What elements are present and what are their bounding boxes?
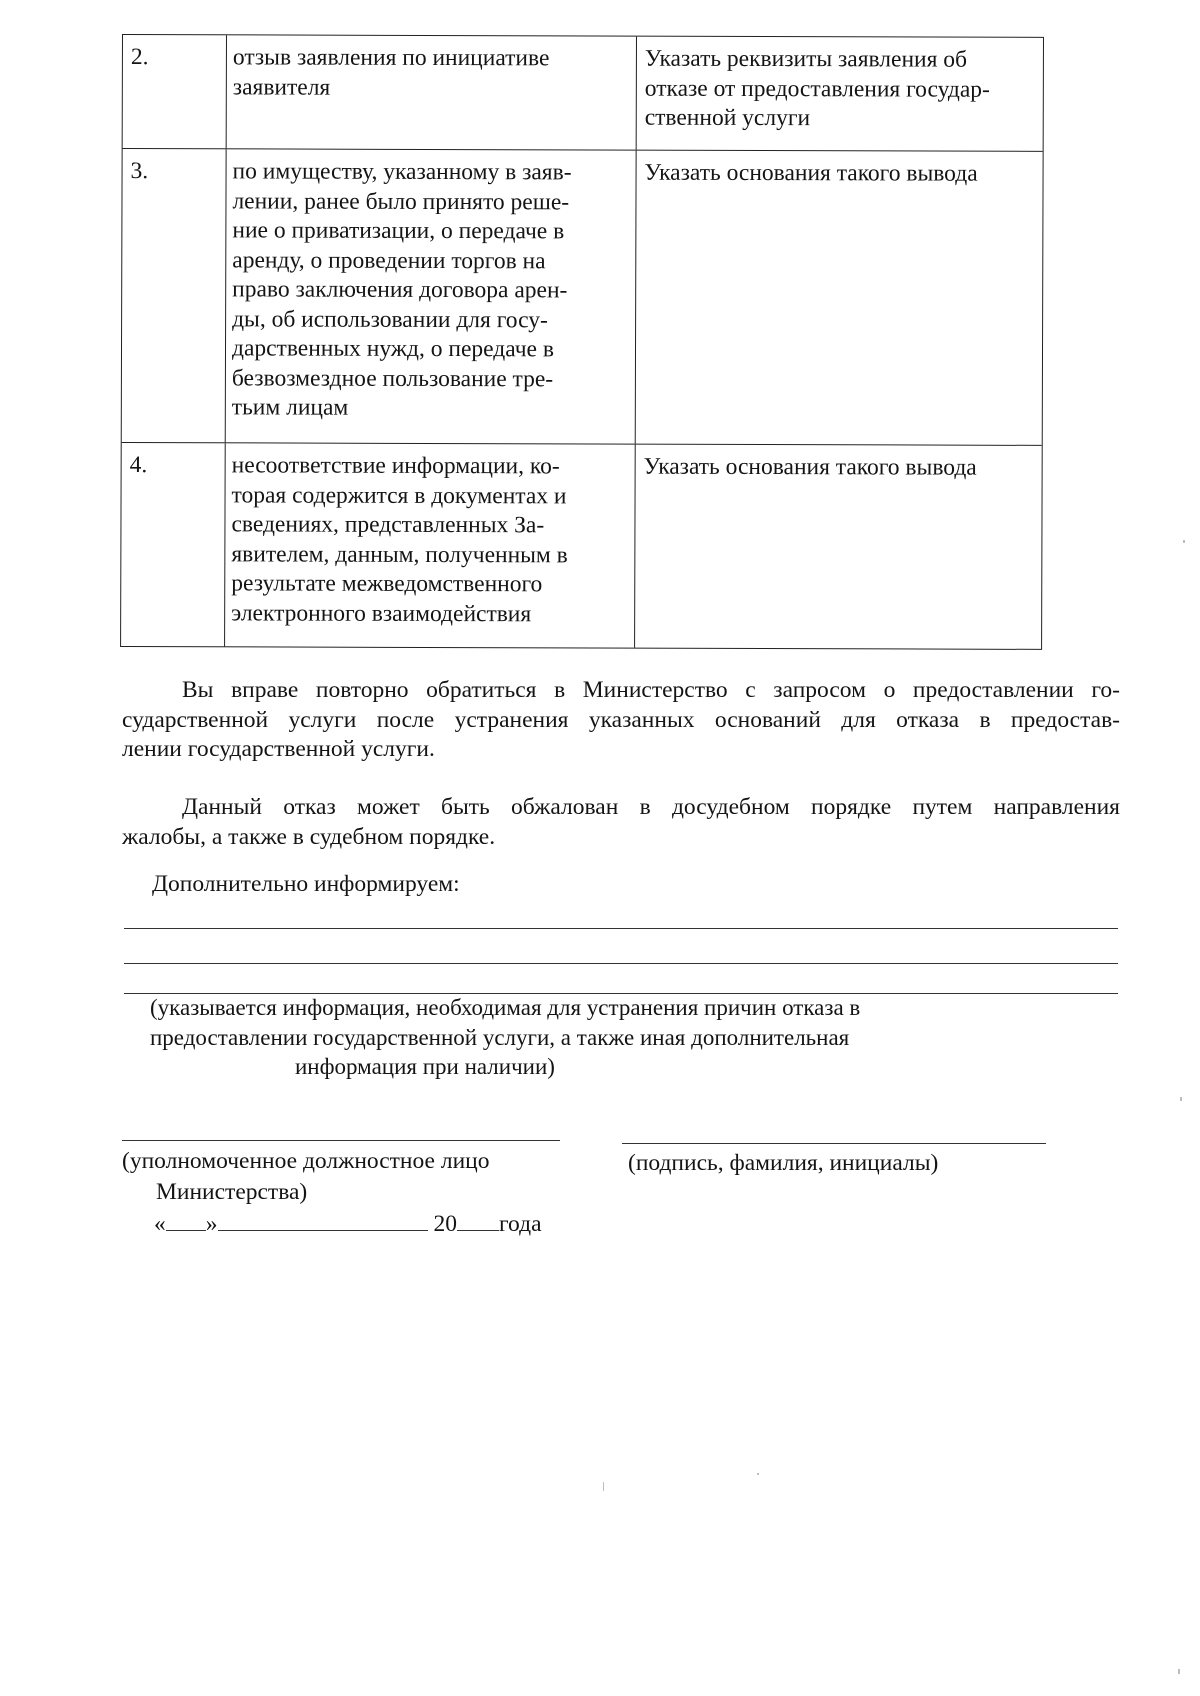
reason-cell xyxy=(227,35,637,149)
reason-line: заявителя xyxy=(232,73,331,101)
reasons-table xyxy=(120,34,1044,650)
date-line xyxy=(154,1208,542,1240)
reason-line: несоответствие информации, ко- xyxy=(231,452,560,480)
reason-line: ды, об использовании для госу- xyxy=(232,305,548,333)
date-suffix: года xyxy=(499,1211,542,1237)
paragraph-line: сударственной услуги после устранения указанных оснований для отказа в предостав- xyxy=(122,706,1120,733)
comment-line: Указать основания такого вывода xyxy=(644,159,978,187)
official-caption xyxy=(122,1146,489,1208)
table-row xyxy=(123,35,1043,151)
scan-speck xyxy=(757,1473,759,1475)
row-number: 3. xyxy=(122,149,227,442)
official-caption-line: Министерства) xyxy=(156,1179,308,1205)
reason-line: отзыв заявления по инициативе xyxy=(232,44,550,72)
comment-line: Указать реквизиты заявления об xyxy=(644,45,968,73)
comment-line: отказе от предоставления государ- xyxy=(644,75,990,103)
signature-caption: (подпись, фамилия, инициалы) xyxy=(628,1150,939,1176)
reason-line: по имуществу, указанному в заяв- xyxy=(232,158,572,186)
reason-line: право заключения договора арен- xyxy=(232,276,568,304)
official-signature-line xyxy=(122,1140,560,1141)
date-month-blank xyxy=(218,1208,428,1231)
reason-line: сведениях, представленных За- xyxy=(231,511,545,539)
paragraph-line: Вы вправе повторно обратиться в Министерство с запросом о предоставлении го- xyxy=(182,677,1120,703)
reason-line: дарственных нужд, о передаче в xyxy=(231,335,554,363)
reason-cell xyxy=(225,443,636,647)
row-number: 4. xyxy=(121,443,226,646)
additional-info-label: Дополнительно информируем: xyxy=(152,871,460,897)
paragraph-line: Данный отказ может быть обжалован в досудебном порядке путем направления xyxy=(182,794,1120,820)
signature-line xyxy=(622,1143,1046,1144)
date-close-quote: » xyxy=(205,1211,218,1237)
paragraph-line: жалобы, а также в судебном порядке. xyxy=(122,823,496,850)
official-caption-line: (уполномоченное должностное лицо xyxy=(122,1148,490,1174)
scan-speck xyxy=(603,1482,604,1491)
row-number: 2. xyxy=(123,35,227,148)
reason-line: явителем, данным, полученным в xyxy=(231,540,568,568)
table-row xyxy=(121,442,1042,649)
fill-in-line xyxy=(124,928,1118,929)
comment-cell xyxy=(637,37,1043,151)
hint-line: предоставлении государственной услуги, а также иная дополнительная xyxy=(150,1024,850,1050)
appeal-paragraph xyxy=(122,793,1120,852)
reason-line: лении, ранее было принято реше- xyxy=(232,187,570,215)
reason-line: электронного взаимодействия xyxy=(231,599,532,627)
scan-speck xyxy=(1183,540,1185,543)
comment-cell xyxy=(635,445,1042,649)
reason-line: аренду, о проведении торгов на xyxy=(232,246,546,274)
reason-line: безвозмездное пользование тре- xyxy=(231,364,554,392)
scan-speck xyxy=(1178,1669,1180,1674)
scan-speck xyxy=(1180,1097,1182,1101)
comment-line: Указать основания такого вывода xyxy=(643,453,977,481)
hint-line: информация при наличии) xyxy=(295,1054,555,1079)
reason-line: тьим лицам xyxy=(231,394,349,421)
paragraph-line: лении государственной услуги. xyxy=(122,736,435,762)
comment-cell xyxy=(636,151,1043,445)
hint-line: (указывается информация, необходимая для устранения причин отказа в xyxy=(150,995,861,1020)
table-row xyxy=(122,148,1043,445)
repeat-request-paragraph xyxy=(122,676,1120,765)
fill-in-hint xyxy=(150,993,1030,1082)
comment-line: ственной услуги xyxy=(644,104,811,132)
reason-cell xyxy=(226,149,637,443)
reason-line: ние о приватизации, о передаче в xyxy=(232,217,565,245)
reason-line: торая содержится в документах и xyxy=(231,481,567,509)
date-year-blank xyxy=(457,1208,499,1231)
date-day-blank xyxy=(166,1208,206,1231)
date-century: 20 xyxy=(433,1211,457,1237)
reason-line: результате межведомственного xyxy=(231,570,543,598)
fill-in-line xyxy=(124,963,1118,964)
date-open-quote: « xyxy=(154,1211,166,1237)
